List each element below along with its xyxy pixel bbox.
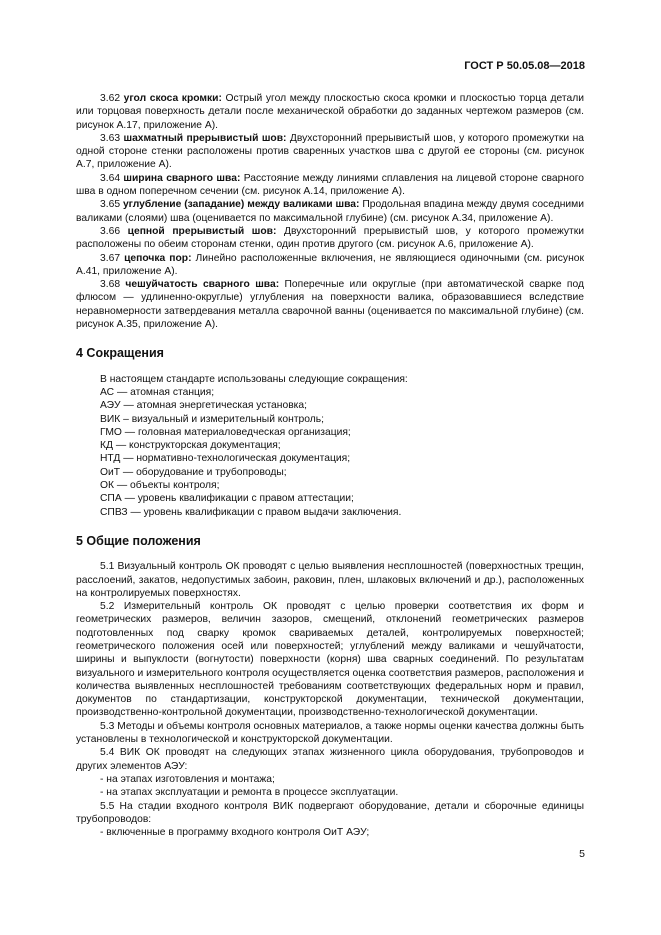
definition-term: цепочка пор:	[124, 252, 192, 264]
definition-text: Двухсторонний прерывистый шов, у которого промежутки на одной стороне стенки расположены против сваренных участков шва с другой ее стороны (см. рисунок А.7, приложение А).	[76, 132, 584, 171]
section-5-paragraph: 5.4 ВИК ОК проводят на следующих этапах жизненного цикла оборудования, трубопроводов и других элементов АЭУ:	[76, 747, 584, 772]
definition-term: шахматный прерывистый шов:	[123, 132, 287, 144]
section-5-paragraph: 5.2 Измерительный контроль ОК проводят с целью проверки соответствия их форм и геометрических размеров, величин зазоров, смещений, отклонений геометрических размеров подготовленных под сварку кромок свариваемых деталей, контролируемых поверхностей; геометрического положения осей или поверхностей; углублений между валиками и чешуйчатости, ширины и выпуклости (вогнутости) поверхности (корня) шва сварных соединений. По результатам визуального и измерительного контроля осуществляется оценка соответствия размеров, расположения и количества выявленных несплошностей требованиям соответствующих федеральных норм и правил, документов по стандартизации, конструкторской документации, технической документации, производственно-контрольной документации, производственно-технологической документации.	[76, 601, 585, 719]
definition-text: Расстояние между линиями сплавления на лицевой стороне сварного шва в одном поперечном сечении (см. рисунок А.14, приложение А).	[76, 172, 584, 198]
abbreviation-item: СПВЗ — уровень квалификации с правом выдачи заключения.	[100, 506, 402, 518]
definition-term: углубление (западание) между валиками шва:	[122, 199, 360, 211]
abbreviation-item: ОК — объекты контроля;	[100, 480, 220, 492]
definition-term: цепной прерывистый шов:	[127, 225, 277, 237]
definition-text: Продольная впадина между двумя соседними валиками (слоями) шва (оценивается по максимальной глубине) (см. рисунок А.34, приложение А).	[76, 199, 584, 224]
abbreviation-item: ГМО — головная материаловедческая организация;	[100, 426, 351, 438]
list-item: - на этапах эксплуатации и ремонта в процессе эксплуатации.	[100, 787, 399, 799]
section-5-paragraph: 5.3 Методы и объемы контроля основных материалов, а также нормы оценки качества должны быть установлены в технологической и конструкторской документации.	[76, 720, 584, 746]
definition-item	[76, 132, 584, 172]
abbreviation-item: АЭУ — атомная энергетическая установка;	[100, 400, 307, 412]
list-item: - на этапах изготовления и монтажа;	[100, 773, 275, 785]
abbreviation-item: КД — конструкторская документация;	[100, 440, 281, 452]
definition-item	[76, 225, 584, 252]
definition-number: 3.68	[100, 279, 121, 291]
stage-list	[76, 773, 584, 800]
document-header: ГОСТ Р 50.05.08—2018	[464, 60, 585, 72]
definition-number: 3.66	[100, 225, 121, 237]
definitions-list	[76, 92, 584, 331]
definition-number: 3.63	[100, 132, 121, 144]
abbreviation-item: ВИК – визуальный и измерительный контроль;	[100, 413, 325, 425]
abbreviation-item: ОиТ — оборудование и трубопроводы;	[100, 466, 287, 478]
section-5-paragraph: 5.1 Визуальный контроль ОК проводят с целью выявления несплошностей (поверхностных трещин, расслоений, закатов, недопустимых забоин, раковин, плен, шлаковых включений и др.), расположенных на контролируемых поверхностях.	[76, 561, 584, 599]
section-4-title: 4 Сокращения	[76, 346, 164, 361]
abbreviation-item: СПА — уровень квалификации с правом аттестации;	[100, 493, 354, 505]
definition-text: Двухсторонний прерывистый шов, у которого промежутки расположены по обеим сторонам стенки, один против другого (см. рисунок А.6, приложение А).	[76, 225, 585, 251]
abbreviation-item: НТД — нормативно-технологическая документация;	[100, 453, 351, 465]
definition-item	[76, 198, 584, 225]
section-4-intro: В настоящем стандарте использованы следующие сокращения:	[100, 373, 408, 385]
abbreviation-item: АС — атомная станция;	[100, 386, 215, 398]
paragraph-5-5: 5.5 На стадии входного контроля ВИК подвергают оборудование, детали и сборочные единицы трубопроводов:	[76, 800, 584, 825]
definition-text: Линейно расположенные включения, не являющиеся одиночными (см. рисунок А.41, приложение А).	[76, 252, 584, 277]
page-number: 5	[579, 848, 585, 860]
abbreviation-list	[76, 386, 584, 519]
definition-item	[76, 252, 584, 279]
definition-item	[76, 278, 584, 331]
definition-number: 3.67	[100, 252, 121, 264]
definition-number: 3.65	[100, 199, 121, 211]
definition-item	[76, 92, 584, 132]
definition-term: чешуйчатость сварного шва:	[125, 279, 280, 291]
definition-number: 3.64	[100, 172, 121, 184]
section-5-title: 5 Общие положения	[76, 533, 201, 548]
definition-text: Поперечные или округлые (при автоматической сварке под флюсом — удлиненно-округлые) углубления на поверхности валика, образовавшиеся вследствие неравномерности затвердевания металла сварочной ванны (оценивается по максимальной глубине) (см. рисунок А.35, приложение А).	[76, 279, 584, 331]
definition-item	[76, 172, 584, 199]
page-content	[76, 92, 584, 839]
definition-text: Острый угол между плоскостью скоса кромки и плоскостью торца детали или торцовая поверхность детали после механической обработки до заданных чертежом размеров (см. рисунок А.17, приложение А).	[76, 93, 584, 131]
input-control-list	[76, 826, 584, 839]
definition-term: ширина сварного шва:	[123, 172, 241, 184]
definition-term: угол скоса кромки:	[123, 93, 222, 104]
list-item: - включенные в программу входного контроля ОиТ АЭУ;	[100, 827, 370, 839]
definition-number: 3.62	[100, 93, 121, 104]
section-5-paragraphs	[76, 560, 584, 773]
